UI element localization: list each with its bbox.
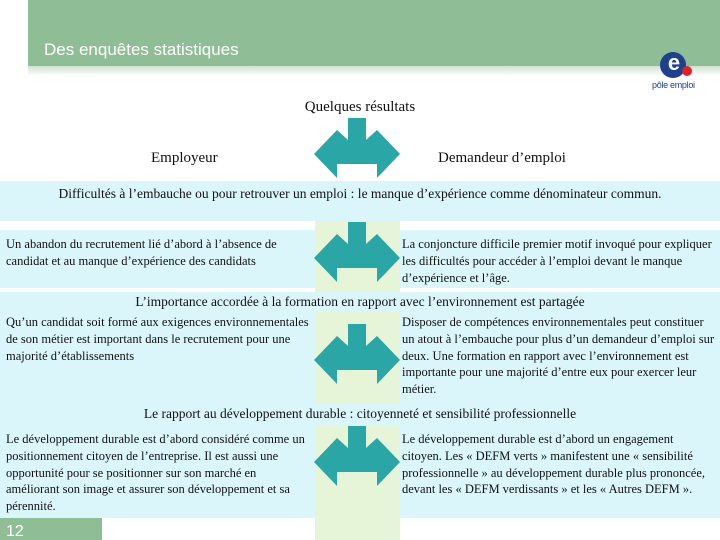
logo-text: pôle emploi [652,80,695,90]
column-head-employer: Employeur [151,150,218,166]
column-head-job-seeker: Demandeur d’emploi [438,150,566,166]
slide-title: Des enquêtes statistiques [44,40,239,59]
section-heading-2: L’importance accordée à la formation en rapport avec l’environnement est partagée [0,292,720,312]
pole-emploi-logo [652,52,704,98]
section-1-job-seeker-text: La conjoncture difficile premier motif invoqué pour expliquer les difficultés pour accéder à l’emploi devant le manque d’expérience et l’âge. [402,237,712,285]
merge-arrow-icon-top [314,118,400,182]
section-2-employer-text: Qu’un candidat soit formé aux exigences environnementales de son métier est important dans le recrutement pour une majorité d’établissements [6,315,309,363]
merge-arrow-icon-3 [314,426,400,490]
section-3-job-seeker-text: Le développement durable est d’abord un engagement citoyen. Les « DEFM verts » manifestent une « sensibilité professionnelle » au développement durable plus prononcée, devant les « DEFM verdissants » et les « Autres DEFM ». [402,432,706,497]
section-3-employer-text: Le développement durable est d’abord considéré comme un positionnement citoyen de l’entreprise. Il est aussi une opportunité pour se positionner sur son marché en améliorant son image et assurer son développement et sa pérennité. [6,432,305,514]
section-1-employer-text: Un abandon du recrutement lié d’abord à l’absence de candidat et au manque d’expérience des candidats [6,237,277,268]
merge-arrow-icon-2 [314,324,400,388]
merge-arrow-icon-1 [314,222,400,286]
section-2-job-seeker-text: Disposer de compétences environnementales peut constituer un atout à l’embauche pour plus d’un demandeur d’emploi sur deux. Une formation en rapport avec l’environnement est importante pour une majorité d’entre eux pour exercer leur métier. [402,315,715,397]
logo-letter: e [667,50,681,75]
results-subtitle: Quelques résultats [304,99,416,115]
logo-red-dot [682,66,692,76]
page-number-box [0,518,102,540]
section-heading-3: Le rapport au développement durable : citoyenneté et sensibilité professionnelle [0,404,720,426]
page-number: 12 [6,523,24,540]
header-shadow [28,66,720,76]
section-heading-1: Difficultés à l’embauche ou pour retrouver un emploi : le manque d’expérience comme dénominateur commun. [0,181,720,221]
